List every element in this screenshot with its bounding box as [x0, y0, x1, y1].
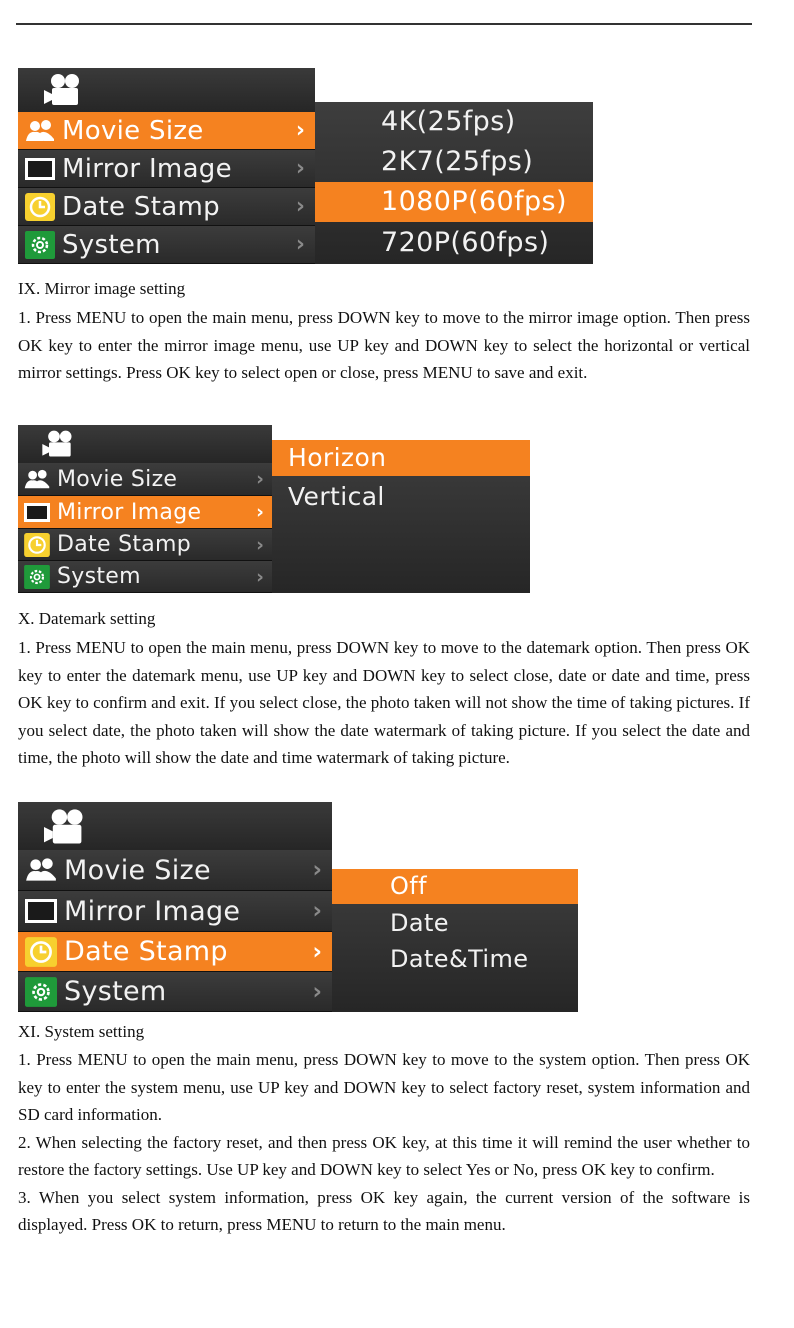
video-camera-icon — [44, 807, 88, 847]
menu-item-mirror-image[interactable] — [18, 150, 315, 188]
menu-item-movie-size[interactable] — [18, 463, 272, 496]
menu-item-label: Mirror Image — [62, 153, 232, 184]
menu-item-date-stamp[interactable] — [18, 188, 315, 226]
section-heading-datemark: X. Datemark setting — [18, 609, 156, 628]
menu-item-mirror-image[interactable] — [18, 496, 272, 529]
movie-size-menu-screenshot — [18, 68, 593, 264]
clock-icon — [21, 534, 53, 556]
chevron-right-icon: › — [256, 501, 264, 523]
gear-icon — [22, 978, 60, 1006]
mirror-icon — [22, 156, 58, 182]
menu-header — [18, 425, 272, 464]
chevron-right-icon: › — [312, 978, 322, 1005]
submenu-option-horizon[interactable]: Horizon — [272, 440, 530, 476]
menu-item-date-stamp[interactable] — [18, 932, 332, 972]
video-camera-icon — [42, 429, 76, 459]
menu-item-label: Movie Size — [64, 854, 211, 886]
submenu-option-off[interactable]: Off — [332, 869, 578, 904]
mirror-icon — [21, 501, 53, 523]
chevron-right-icon: › — [312, 938, 322, 965]
mirror-image-submenu — [272, 440, 530, 593]
menu-item-label: Date Stamp — [64, 936, 228, 967]
people-icon — [22, 118, 58, 144]
paragraph: 1. Press MENU to open the main menu, press DOWN key to move to the system option. Then press OK key to enter the system menu, use UP key and DOWN key to select factory reset, system information and SD card information. — [18, 1050, 750, 1124]
main-menu — [18, 802, 332, 1012]
main-menu — [18, 425, 272, 593]
menu-item-date-stamp[interactable] — [18, 529, 272, 561]
main-menu — [18, 68, 315, 264]
paragraph: 3. When you select system information, press OK key again, the current version of the software is displayed. Press OK to return, press MENU to return to the main menu. — [18, 1187, 750, 1234]
submenu-option-vertical[interactable]: Vertical — [288, 482, 385, 511]
submenu-option-1080p[interactable]: 1080P(60fps) — [315, 182, 593, 222]
mirror-image-menu-screenshot — [18, 425, 530, 593]
menu-header — [18, 68, 315, 113]
date-stamp-submenu — [332, 869, 578, 1012]
clock-icon — [22, 194, 58, 220]
top-rule — [16, 23, 752, 25]
menu-item-movie-size[interactable] — [18, 850, 332, 891]
menu-item-label: System — [62, 229, 161, 260]
menu-item-label: Movie Size — [57, 466, 178, 492]
menu-header — [18, 802, 332, 851]
chevron-right-icon: › — [256, 533, 264, 556]
paragraph: 1. Press MENU to open the main menu, press DOWN key to move to the mirror image option. Then press OK key to enter the mirror image menu, use UP key and DOWN key to select the horizontal or vertical mirror settings. Press OK key to select open or close, press MENU to save and exit. — [18, 308, 750, 382]
submenu-option-2k7[interactable]: 2K7(25fps) — [381, 146, 534, 177]
video-camera-icon — [44, 72, 84, 108]
menu-item-label: System — [64, 976, 167, 1007]
paragraph: 1. Press MENU to open the main menu, press DOWN key to move to the datemark option. Then press OK key to enter the datemark menu, use UP key and DOWN key to select close, date or date and time, press OK key to confirm and exit. If you select close, the photo taken will not show the time of taking pictures. If you select date, the photo taken will show the date watermark of taking picture. If you select the date and time, the photo will show the date and time watermark of taking picture. — [18, 638, 750, 767]
menu-item-movie-size[interactable] — [18, 112, 315, 150]
menu-item-label: Mirror Image — [64, 895, 241, 927]
chevron-right-icon: › — [295, 118, 305, 143]
chevron-right-icon: › — [312, 857, 322, 883]
people-icon — [21, 468, 53, 490]
mirror-icon — [22, 897, 60, 925]
menu-item-label: Date Stamp — [57, 532, 192, 557]
paragraph: 2. When selecting the factory reset, and then press OK key, at this time it will remind the user whether to restore the factory settings. Use UP key and DOWN key to select Yes or No, press OK key to confirm. — [18, 1132, 750, 1179]
submenu-option-720p[interactable]: 720P(60fps) — [381, 227, 550, 258]
menu-item-label: Movie Size — [62, 115, 204, 146]
section-heading-system: XI. System setting — [18, 1022, 145, 1041]
gear-icon — [22, 232, 58, 258]
submenu-option-date-time[interactable]: Date&Time — [390, 945, 529, 973]
chevron-right-icon: › — [312, 898, 322, 924]
section-body-system — [18, 1046, 750, 1239]
submenu-option-date[interactable]: Date — [390, 909, 449, 937]
menu-item-system[interactable] — [18, 226, 315, 264]
menu-item-system[interactable] — [18, 561, 272, 593]
chevron-right-icon: › — [256, 468, 264, 490]
menu-item-label: Date Stamp — [62, 191, 220, 222]
clock-icon — [22, 938, 60, 966]
chevron-right-icon: › — [295, 232, 305, 257]
people-icon — [22, 856, 60, 884]
section-body-datemark — [18, 634, 750, 772]
chevron-right-icon: › — [295, 194, 305, 219]
section-heading-mirror: IX. Mirror image setting — [18, 279, 186, 298]
menu-item-label: Mirror Image — [57, 499, 202, 525]
submenu-option-4k[interactable]: 4K(25fps) — [381, 106, 516, 137]
menu-item-label: System — [57, 564, 141, 589]
chevron-right-icon: › — [256, 565, 264, 588]
movie-size-submenu — [315, 102, 593, 264]
chevron-right-icon: › — [295, 156, 305, 181]
section-body-mirror — [18, 304, 750, 387]
menu-item-mirror-image[interactable] — [18, 891, 332, 932]
date-stamp-menu-screenshot — [18, 802, 578, 1012]
gear-icon — [21, 566, 53, 588]
menu-item-system[interactable] — [18, 972, 332, 1012]
